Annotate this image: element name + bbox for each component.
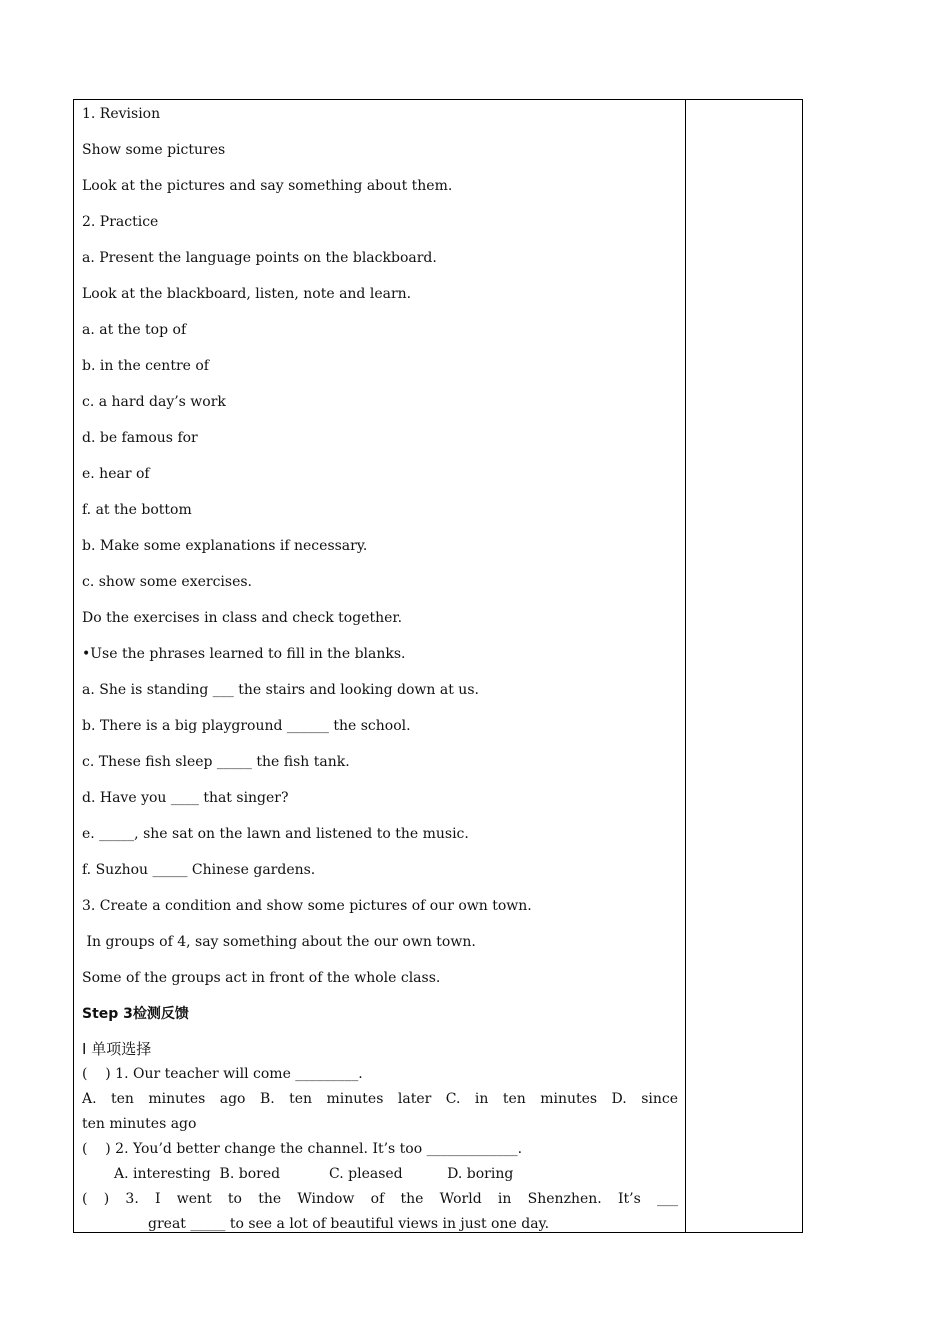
text-line: a. at the top of (82, 322, 187, 338)
text-line: Show some pictures (82, 142, 226, 158)
question-3: ( ) 3. I went to the Window of the World in Shenzhen. It’s ___ (82, 1191, 678, 1207)
text-line: b. in the centre of (82, 358, 209, 374)
text-line: Look at the pictures and say something about them. (82, 178, 453, 194)
section-heading: Ⅰ 单项选择 (82, 1040, 152, 1058)
text-line: e. hear of (82, 466, 150, 482)
text-line: d. be famous for (82, 430, 198, 446)
text-line: Do the exercises in class and check together. (82, 610, 403, 626)
text-line: d. Have you ____ that singer? (82, 790, 289, 806)
text-line: •Use the phrases learned to fill in the blanks. (82, 646, 406, 662)
text-line: Look at the blackboard, listen, note and learn. (82, 286, 412, 302)
text-line: Some of the groups act in front of the whole class. (82, 970, 441, 986)
text-line: e. _____, she sat on the lawn and listened to the music. (82, 826, 469, 842)
text-line: c. a hard day’s work (82, 394, 226, 410)
text-line: c. These fish sleep _____ the fish tank. (82, 754, 350, 770)
lesson-content (82, 100, 678, 1237)
lesson-table (73, 99, 803, 1233)
text-line: f. Suzhou _____ Chinese gardens. (82, 862, 316, 878)
question-3-cont: great _____ to see a lot of beautiful views in just one day. (148, 1216, 550, 1232)
question-1-options-cont: ten minutes ago (82, 1116, 197, 1132)
question-1-options: A. ten minutes ago B. ten minutes later C. in ten minutes D. since (82, 1091, 678, 1107)
text-line: b. Make some explanations if necessary. (82, 538, 368, 554)
text-line: a. She is standing ___ the stairs and looking down at us. (82, 682, 479, 698)
text-line: b. There is a big playground ______ the school. (82, 718, 411, 734)
question-1: ( ) 1. Our teacher will come _________. (82, 1066, 363, 1082)
text-line: a. Present the language points on the blackboard. (82, 250, 437, 266)
text-line: In groups of 4, say something about the our own town. (82, 934, 476, 950)
text-line: 1. Revision (82, 106, 161, 122)
question-2: ( ) 2. You’d better change the channel. It’s too _____________. (82, 1141, 523, 1157)
text-line: 2. Practice (82, 214, 159, 230)
question-2-options: A. interesting B. bored C. pleased D. boring (114, 1166, 514, 1182)
notes-column (686, 100, 803, 1232)
text-line: 3. Create a condition and show some pictures of our own town. (82, 898, 532, 914)
step-heading: Step 3检测反馈 (82, 1006, 189, 1022)
text-line: f. at the bottom (82, 502, 192, 518)
text-line: c. show some exercises. (82, 574, 253, 590)
